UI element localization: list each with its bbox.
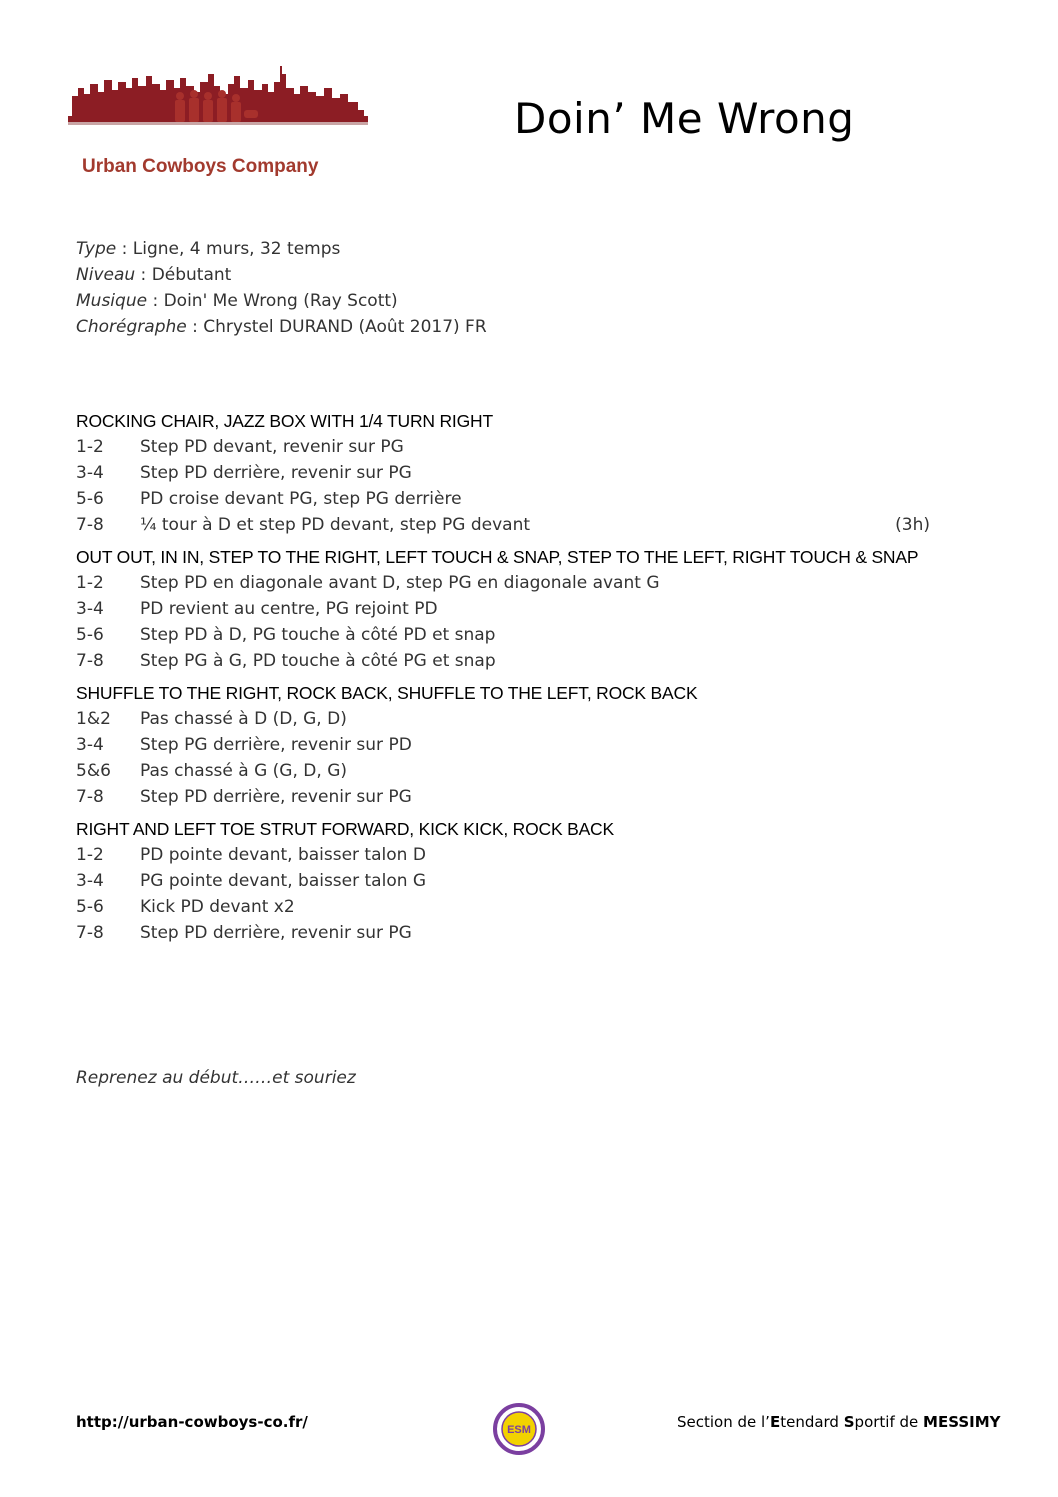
step-count: 5&6 bbox=[76, 761, 111, 781]
section-title: OUT OUT, IN IN, STEP TO THE RIGHT, LEFT TOUCH & SNAP, STEP TO THE LEFT, RIGHT TOUCH & SNAP bbox=[76, 547, 919, 567]
step-section bbox=[76, 408, 956, 538]
step-note bbox=[870, 758, 956, 784]
info-label: Niveau bbox=[76, 265, 136, 285]
step-description: Step PD en diagonale avant D, step PG en diagonale avant G bbox=[140, 573, 660, 593]
step-row bbox=[76, 920, 956, 946]
esm-badge-icon bbox=[492, 1402, 546, 1456]
step-count: 7-8 bbox=[76, 787, 104, 807]
step-row bbox=[76, 868, 956, 894]
dance-info bbox=[76, 236, 487, 340]
step-count: 5-6 bbox=[76, 897, 104, 917]
info-choreographer bbox=[76, 314, 487, 340]
step-row bbox=[76, 570, 956, 596]
step-count: 3-4 bbox=[76, 463, 104, 483]
step-row bbox=[76, 842, 956, 868]
step-note bbox=[870, 434, 956, 460]
step-row bbox=[76, 894, 956, 920]
step-note bbox=[870, 460, 956, 486]
step-row bbox=[76, 486, 956, 512]
footer-text-part: tendard bbox=[780, 1413, 844, 1431]
footer-section-label bbox=[677, 1413, 1001, 1431]
step-description: Step PD derrière, revenir sur PG bbox=[140, 463, 412, 483]
page-title: Doin’ Me Wrong bbox=[514, 94, 855, 143]
info-value: : Ligne, 4 murs, 32 temps bbox=[116, 239, 341, 259]
company-logo bbox=[68, 66, 368, 186]
step-description: Kick PD devant x2 bbox=[140, 897, 295, 917]
step-row bbox=[76, 706, 956, 732]
step-description: Step PG derrière, revenir sur PD bbox=[140, 735, 412, 755]
section-title: ROCKING CHAIR, JAZZ BOX WITH 1/4 TURN RIGHT bbox=[76, 411, 493, 431]
footer-text-part: MESSIMY bbox=[923, 1413, 1001, 1431]
closing-note: Reprenez au début……et souriez bbox=[76, 1068, 356, 1088]
info-value: : Doin' Me Wrong (Ray Scott) bbox=[147, 291, 398, 311]
step-note bbox=[870, 784, 956, 810]
step-description: Step PG à G, PD touche à côté PG et snap bbox=[140, 651, 496, 671]
step-note bbox=[870, 706, 956, 732]
step-note bbox=[870, 842, 956, 868]
step-row bbox=[76, 648, 956, 674]
step-row bbox=[76, 784, 956, 810]
step-row bbox=[76, 512, 956, 538]
step-count: 3-4 bbox=[76, 735, 104, 755]
step-row bbox=[76, 732, 956, 758]
footer-text-part: Section de l’ bbox=[677, 1413, 770, 1431]
step-description: PD pointe devant, baisser talon D bbox=[140, 845, 426, 865]
esm-logo bbox=[492, 1402, 546, 1456]
company-name: Urban Cowboys Company bbox=[82, 156, 319, 177]
step-note bbox=[870, 894, 956, 920]
step-count: 5-6 bbox=[76, 489, 104, 509]
step-description: Step PD derrière, revenir sur PG bbox=[140, 787, 412, 807]
section-title: SHUFFLE TO THE RIGHT, ROCK BACK, SHUFFLE TO THE LEFT, ROCK BACK bbox=[76, 683, 698, 703]
step-section bbox=[76, 544, 956, 674]
info-level bbox=[76, 262, 487, 288]
step-row bbox=[76, 758, 956, 784]
step-row bbox=[76, 434, 956, 460]
step-description: Step PD à D, PG touche à côté PD et snap bbox=[140, 625, 496, 645]
step-note bbox=[870, 596, 956, 622]
step-count: 1-2 bbox=[76, 845, 104, 865]
step-description: PD revient au centre, PG rejoint PD bbox=[140, 599, 438, 619]
step-row bbox=[76, 596, 956, 622]
info-label: Type bbox=[76, 239, 117, 259]
step-count: 7-8 bbox=[76, 651, 104, 671]
step-description: Step PD derrière, revenir sur PG bbox=[140, 923, 412, 943]
step-description: PD croise devant PG, step PG derrière bbox=[140, 489, 462, 509]
footer-text-part: portif de bbox=[854, 1413, 924, 1431]
step-section bbox=[76, 816, 956, 946]
step-count: 1-2 bbox=[76, 573, 104, 593]
step-row bbox=[76, 622, 956, 648]
step-count: 1-2 bbox=[76, 437, 104, 457]
info-value: : Débutant bbox=[135, 265, 232, 285]
step-note bbox=[870, 486, 956, 512]
step-row bbox=[76, 460, 956, 486]
step-note bbox=[870, 732, 956, 758]
step-note bbox=[870, 648, 956, 674]
footer-text-part: E bbox=[769, 1413, 781, 1431]
step-description: Pas chassé à G (G, D, G) bbox=[140, 761, 347, 781]
step-note bbox=[870, 570, 956, 596]
step-description: ¼ tour à D et step PD devant, step PG devant bbox=[140, 515, 531, 535]
step-count: 3-4 bbox=[76, 871, 104, 891]
step-note: (3h) bbox=[895, 515, 930, 535]
step-section bbox=[76, 680, 956, 810]
step-count: 3-4 bbox=[76, 599, 104, 619]
step-description: PG pointe devant, baisser talon G bbox=[140, 871, 427, 891]
step-count: 7-8 bbox=[76, 515, 104, 535]
step-sections bbox=[76, 408, 956, 952]
step-count: 7-8 bbox=[76, 923, 104, 943]
info-music bbox=[76, 288, 487, 314]
footer-url[interactable]: http://urban-cowboys-co.fr/ bbox=[76, 1413, 308, 1431]
info-label: Chorégraphe bbox=[76, 317, 187, 337]
step-description: Step PD devant, revenir sur PG bbox=[140, 437, 404, 457]
esm-logo-text: ESM bbox=[507, 1424, 531, 1436]
skyline-icon bbox=[68, 66, 368, 126]
step-note bbox=[870, 622, 956, 648]
step-count: 1&2 bbox=[76, 709, 111, 729]
step-count: 5-6 bbox=[76, 625, 104, 645]
footer-text-part: S bbox=[843, 1413, 855, 1431]
step-description: Pas chassé à D (D, G, D) bbox=[140, 709, 347, 729]
info-label: Musique bbox=[76, 291, 148, 311]
info-type bbox=[76, 236, 487, 262]
info-value: : Chrystel DURAND (Août 2017) FR bbox=[186, 317, 487, 337]
step-note bbox=[870, 868, 956, 894]
step-note bbox=[870, 920, 956, 946]
section-title: RIGHT AND LEFT TOE STRUT FORWARD, KICK KICK, ROCK BACK bbox=[76, 819, 614, 839]
